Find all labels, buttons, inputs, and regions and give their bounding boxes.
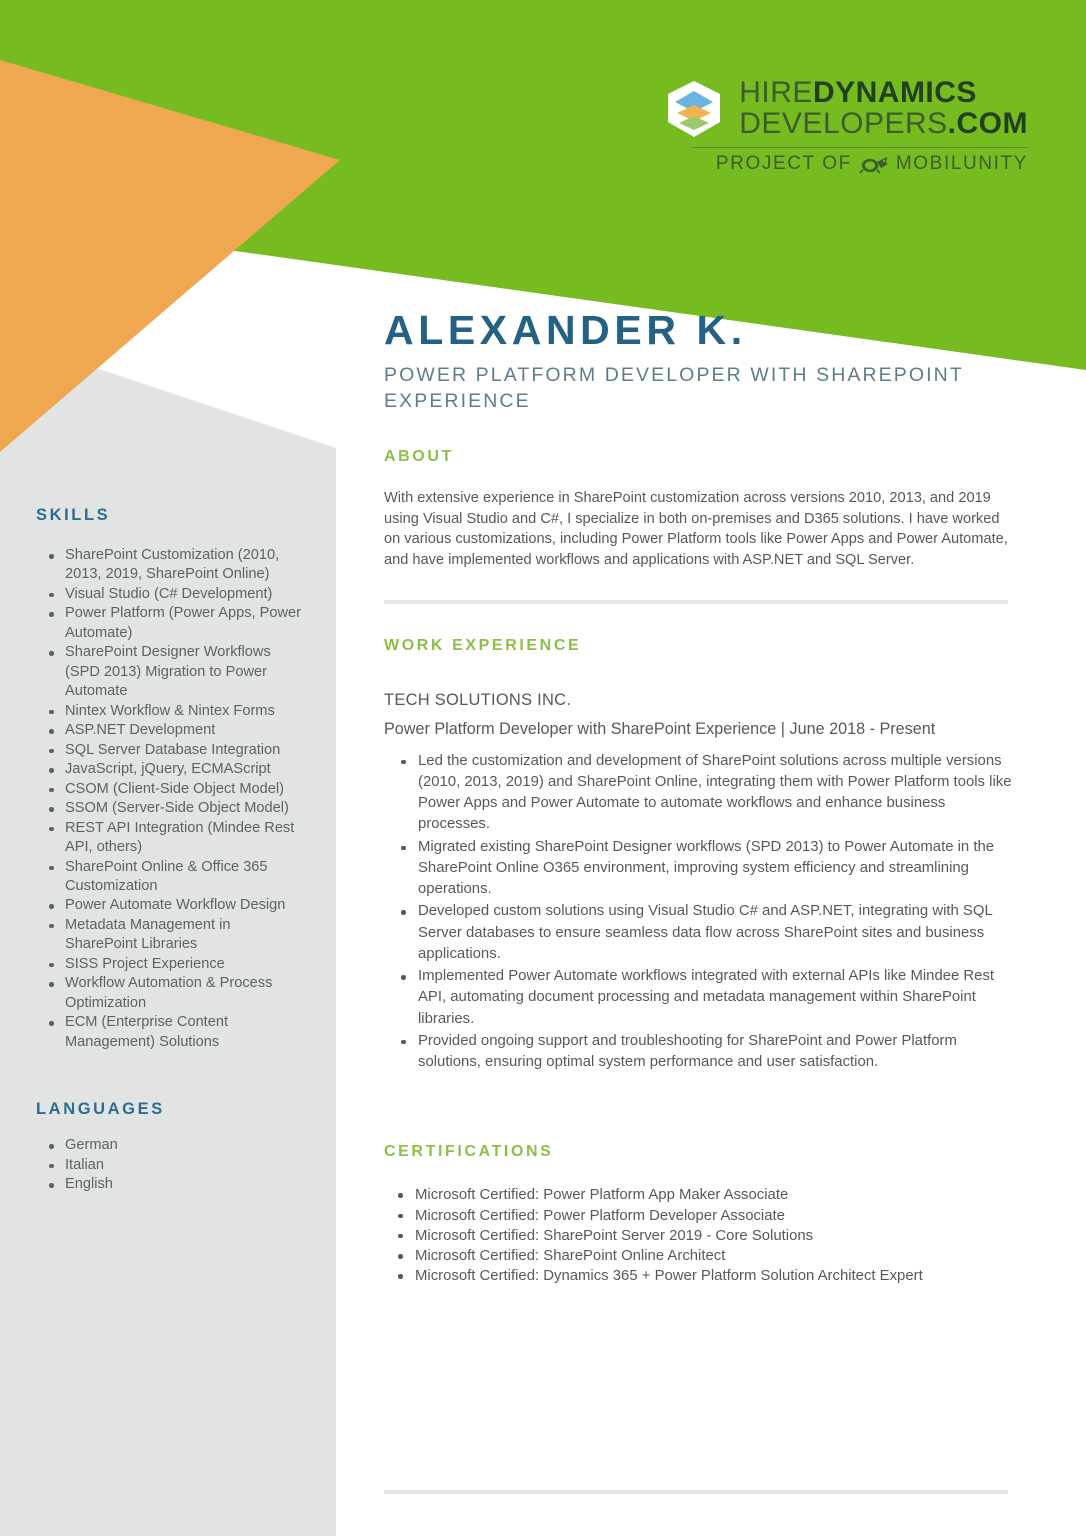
list-item: Microsoft Certified: Power Platform Developer Associate [415, 1206, 1014, 1226]
list-item: CSOM (Client-Side Object Model) [65, 780, 306, 799]
company-name: TECH SOLUTIONS INC. [384, 690, 572, 709]
list-item: Microsoft Certified: SharePoint Server 2019 - Core Solutions [415, 1226, 1014, 1246]
list-item: SharePoint Online & Office 365 Customization [65, 858, 306, 897]
candidate-name: ALEXANDER K. [384, 307, 747, 353]
logo-developers: DEVELOPERS [739, 107, 948, 140]
main-content [384, 306, 1014, 1287]
list-item: REST API Integration (Mindee Rest API, others) [65, 819, 306, 858]
about-section [384, 448, 1014, 571]
list-item: Microsoft Certified: Dynamics 365 + Power Platform Solution Architect Expert [415, 1266, 1014, 1286]
sidebar-content [36, 506, 306, 1195]
list-item: SQL Server Database Integration [65, 741, 306, 760]
list-item: Metadata Management in SharePoint Libraries [65, 916, 306, 955]
list-item: SSOM (Server-Side Object Model) [65, 799, 306, 818]
work-experience-section [384, 637, 1014, 1074]
list-item: Power Platform (Power Apps, Power Automate) [65, 604, 306, 643]
footer-divider [384, 1490, 1008, 1494]
job-role-and-dates: Power Platform Developer with SharePoint Experience | June 2018 - Present [384, 719, 936, 738]
list-item: Italian [65, 1156, 306, 1175]
logo-wordmark [739, 78, 1028, 139]
certifications-list [384, 1185, 1014, 1286]
logo-dotcom: .COM [947, 107, 1028, 140]
languages-section [36, 1100, 306, 1194]
list-item: English [65, 1175, 306, 1194]
skills-section [36, 506, 306, 1052]
hexagon-layers-icon [663, 78, 725, 140]
list-item: Nintex Workflow & Nintex Forms [65, 702, 306, 721]
languages-heading: LANGUAGES [36, 1100, 165, 1119]
languages-list [36, 1136, 306, 1194]
skills-heading: SKILLS [36, 506, 111, 524]
orange-triangle-shape [0, 0, 400, 460]
work-bullet-list [384, 751, 1014, 1074]
certifications-heading: CERTIFICATIONS [384, 1143, 554, 1161]
logo-divider [692, 147, 1028, 148]
company-logo [663, 78, 1028, 175]
logo-row [663, 78, 1028, 140]
list-item: SharePoint Designer Workflows (SPD 2013) Migration to Power Automate [65, 643, 306, 701]
logo-tagline [716, 153, 1028, 175]
list-item: JavaScript, jQuery, ECMAScript [65, 760, 306, 779]
skills-list [36, 546, 306, 1052]
logo-tagline-prefix: PROJECT OF [715, 153, 852, 174]
list-item: Developed custom solutions using Visual Studio C# and ASP.NET, integrating with SQL Server databases to ensure seamless data flow across SharePoint sites and business applications. [418, 901, 1014, 965]
mobilunity-turtle-icon [859, 155, 889, 174]
list-item: ECM (Enterprise Content Management) Solutions [65, 1013, 306, 1052]
list-item: Provided ongoing support and troubleshooting for SharePoint and Power Platform solutions, ensuring optimal system performance and user satisfaction. [418, 1031, 1014, 1073]
logo-dynamics: DYNAMICS [812, 76, 977, 110]
list-item: Microsoft Certified: SharePoint Online Architect [415, 1246, 1014, 1266]
certifications-section [384, 1143, 1014, 1286]
list-item: Migrated existing SharePoint Designer workflows (SPD 2013) to Power Automate in the SharePoint Online O365 environment, improving system efficiency and streamlining operations. [418, 837, 1014, 901]
about-text: With extensive experience in SharePoint customization across versions 2010, 2013, and 2019 using Visual Studio and C#, I specialize in both on-premises and D365 solutions. I have worked on various customizations, including Power Platform tools like Power Apps and Power Automate, and have implemented workflows and applications with ASP.NET and SQL Server. [384, 489, 1008, 568]
list-item: Visual Studio (C# Development) [65, 585, 306, 604]
about-divider [384, 600, 1008, 604]
about-heading: ABOUT [384, 447, 454, 465]
candidate-title: POWER PLATFORM DEVELOPER WITH SHAREPOINT EXPERIENCE [384, 364, 964, 413]
list-item: Implemented Power Automate workflows integrated with external APIs like Mindee Rest API, automating document processing and metadata management within SharePoint libraries. [418, 966, 1014, 1030]
list-item: Led the customization and development of SharePoint solutions across multiple versions (2010, 2013, 2019) and SharePoint Online, integrating them with Power Platform tools like Power Apps and Power Automate to automate workflows and enhance business processes. [418, 751, 1014, 836]
list-item: Workflow Automation & Process Optimization [65, 974, 306, 1013]
list-item: German [65, 1136, 306, 1155]
list-item: SharePoint Customization (2010, 2013, 2019, SharePoint Online) [65, 546, 306, 585]
list-item: ASP.NET Development [65, 721, 306, 740]
logo-hire: HIRE [739, 76, 813, 110]
list-item: Power Automate Workflow Design [65, 896, 306, 915]
list-item: SISS Project Experience [65, 955, 306, 974]
list-item: Microsoft Certified: Power Platform App Maker Associate [415, 1185, 1014, 1205]
work-experience-heading: WORK EXPERIENCE [384, 636, 582, 654]
logo-tagline-brand: MOBILUNITY [895, 153, 1028, 174]
